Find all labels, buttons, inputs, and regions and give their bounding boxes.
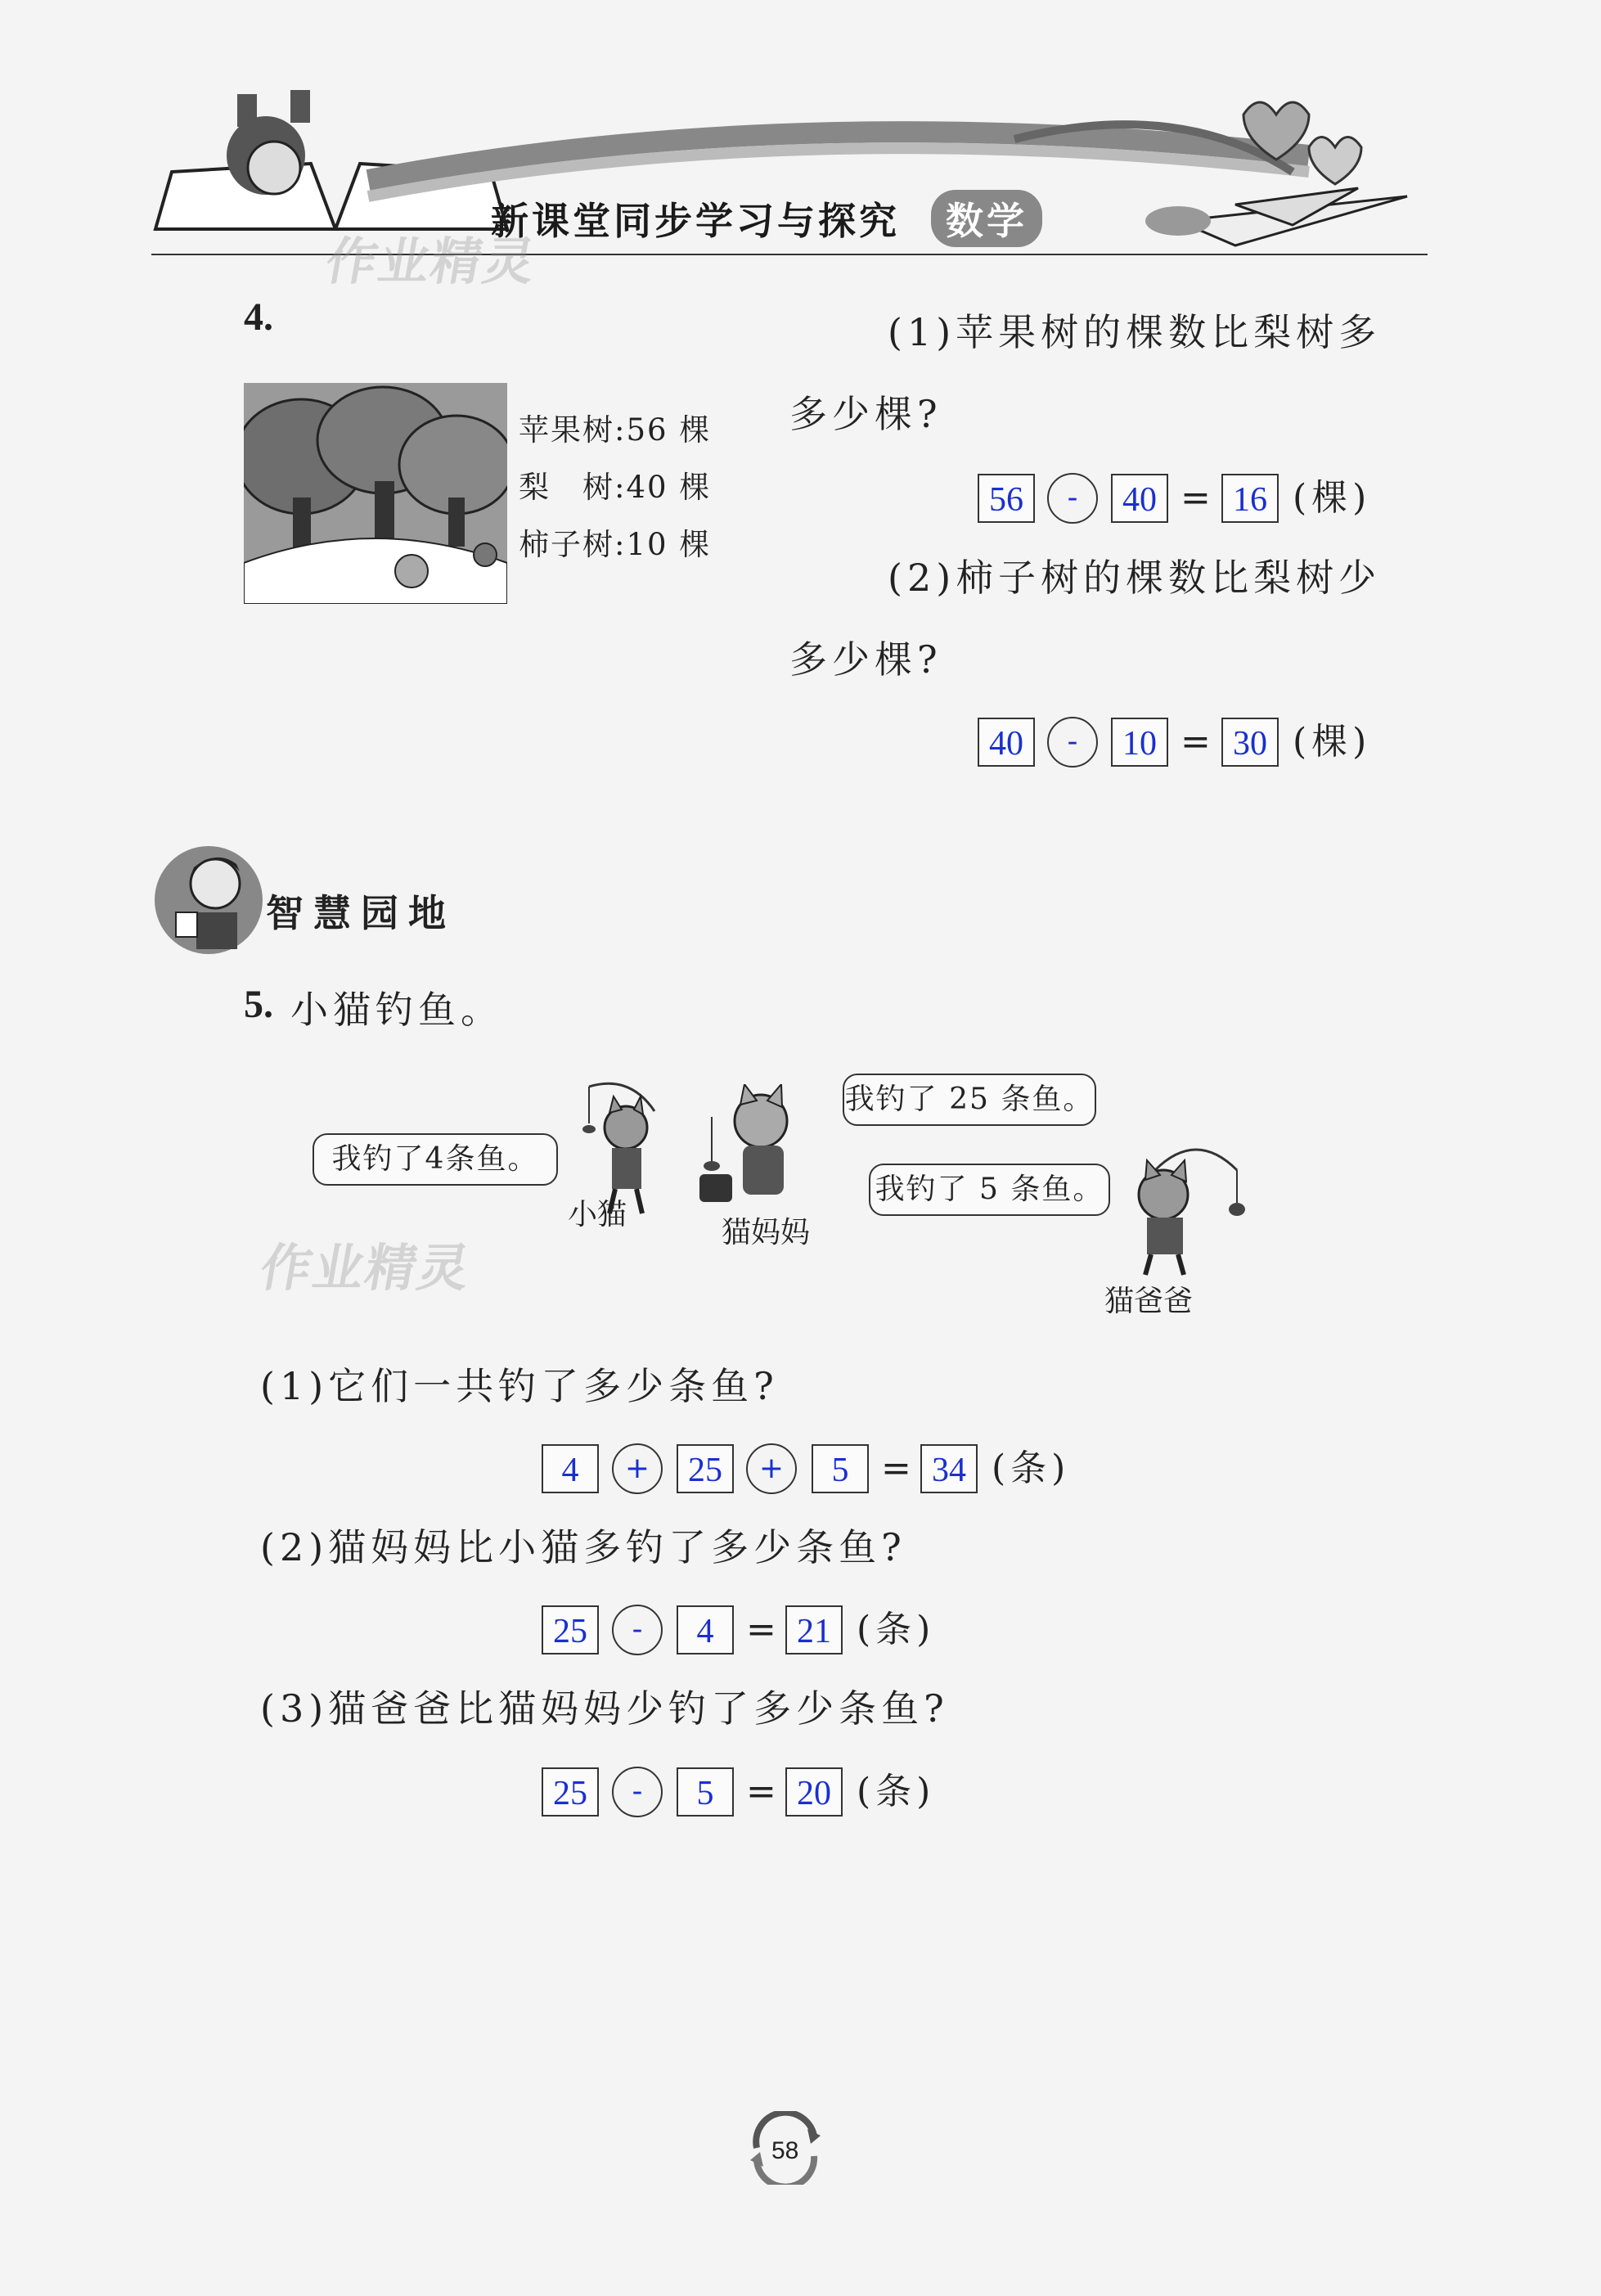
bubble-mom-cat: 我钓了 25 条鱼。 xyxy=(843,1074,1096,1126)
bubble-dad-cat: 我钓了 5 条鱼。 xyxy=(869,1164,1110,1216)
q4-p1-unit: (棵) xyxy=(1293,477,1372,519)
question-4-number: 4. xyxy=(244,295,273,339)
q5-p2-equals: = xyxy=(746,1609,776,1650)
dad-cat-figure xyxy=(1106,1137,1253,1276)
q4-p1-equals: = xyxy=(1181,477,1211,519)
question-5-number: 5. xyxy=(244,983,273,1026)
q4-p1-operand-a[interactable]: 56 xyxy=(978,474,1035,523)
label-mom-cat: 猫妈妈 xyxy=(722,1216,811,1249)
q4-p2-operand-b[interactable]: 10 xyxy=(1111,718,1168,767)
q4-part2-line2: 多少棵? xyxy=(789,637,942,682)
q5-p1-operand-c[interactable]: 5 xyxy=(812,1444,869,1493)
q5-part1-question: (1)它们一共钓了多少条鱼? xyxy=(260,1364,779,1408)
q5-p2-result[interactable]: 21 xyxy=(785,1605,843,1654)
q4-p2-result[interactable]: 30 xyxy=(1221,718,1279,767)
q5-p2-operand-b[interactable]: 4 xyxy=(677,1605,734,1654)
q4-p1-operator[interactable]: - xyxy=(1047,473,1098,524)
orchard-illustration xyxy=(244,383,507,604)
q4-part2-line1: (2)柿子树的棵数比梨树少 xyxy=(888,556,1382,600)
q5-p2-operand-a[interactable]: 25 xyxy=(542,1605,599,1654)
boy-avatar-icon xyxy=(151,835,266,957)
q5-p1-operand-a[interactable]: 4 xyxy=(542,1444,599,1493)
bubble-small-cat: 我钓了4条鱼。 xyxy=(313,1133,558,1186)
subject-badge: 数学 xyxy=(931,190,1042,247)
q4-p2-equals: = xyxy=(1181,721,1211,763)
q4-p2-operator[interactable]: - xyxy=(1047,717,1098,768)
tree-count-pear: 梨 树:40 棵 xyxy=(519,470,712,505)
label-dad-cat: 猫爸爸 xyxy=(1104,1285,1194,1318)
tree-count-apple: 苹果树:56 棵 xyxy=(519,412,712,448)
mom-cat-figure xyxy=(695,1084,810,1207)
q5-p1-operand-b[interactable]: 25 xyxy=(677,1444,734,1493)
q5-part3-question: (3)猫爸爸比猫妈妈少钓了多少条鱼? xyxy=(260,1686,949,1731)
q5-p1-operator-2[interactable]: + xyxy=(746,1443,797,1494)
q5-p1-operator-1[interactable]: + xyxy=(612,1443,663,1494)
q5-p3-unit: (条) xyxy=(857,1771,936,1812)
tree-count-persimmon: 柿子树:10 棵 xyxy=(519,527,712,562)
q5-p2-unit: (条) xyxy=(857,1609,936,1650)
watermark: 作业精灵 xyxy=(321,232,542,291)
q5-part2-question: (2)猫妈妈比小猫多钓了多少条鱼? xyxy=(260,1525,906,1569)
q4-p1-result[interactable]: 16 xyxy=(1221,474,1279,523)
header-title: 新课堂同步学习与探究 数学 xyxy=(491,190,1042,247)
q4-part1-line1: (1)苹果树的棵数比梨树多 xyxy=(888,310,1382,354)
q4-part1-line2: 多少棵? xyxy=(789,392,942,436)
q5-p3-operand-a[interactable]: 25 xyxy=(542,1767,599,1817)
question-5-title: 小猫钓鱼。 xyxy=(290,988,503,1032)
label-small-cat: 小猫 xyxy=(568,1198,627,1231)
q5-p3-equals: = xyxy=(746,1771,776,1812)
q5-p3-result[interactable]: 20 xyxy=(785,1767,843,1817)
watermark-2: 作业精灵 xyxy=(255,1238,476,1298)
q5-p1-equals: = xyxy=(881,1447,911,1489)
q4-p2-operand-a[interactable]: 40 xyxy=(978,718,1035,767)
q5-p2-operator[interactable]: - xyxy=(612,1605,663,1655)
q5-p3-operand-b[interactable]: 5 xyxy=(677,1767,734,1817)
section-title: 智慧园地 xyxy=(266,891,456,935)
page-number: 58 xyxy=(771,2137,799,2164)
q4-p1-operand-b[interactable]: 40 xyxy=(1111,474,1168,523)
q5-p1-result[interactable]: 34 xyxy=(920,1444,978,1493)
q5-p3-operator[interactable]: - xyxy=(612,1767,663,1817)
q4-p2-unit: (棵) xyxy=(1293,721,1372,763)
q5-p1-unit: (条) xyxy=(992,1447,1071,1489)
